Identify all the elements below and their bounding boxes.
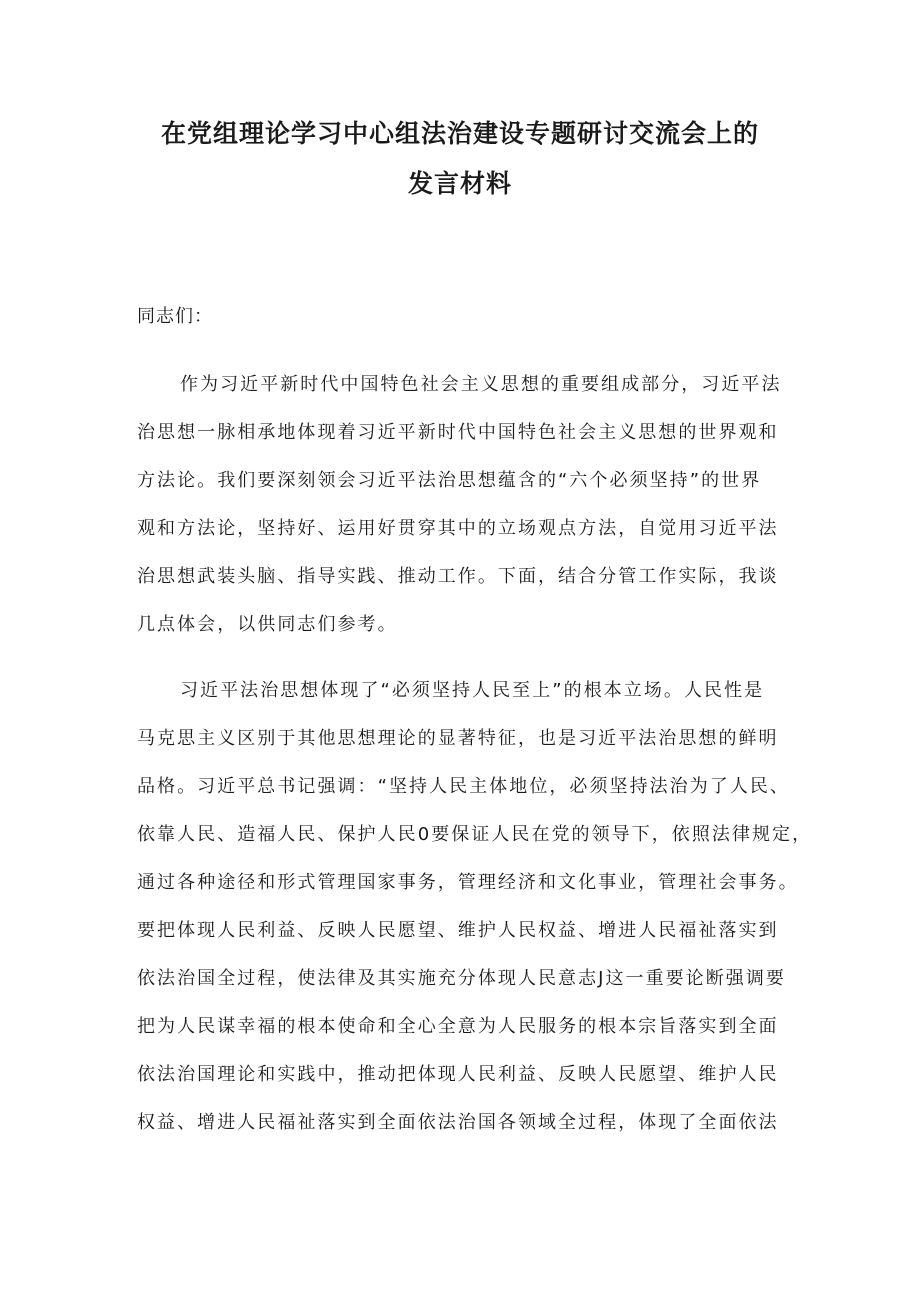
paragraph-line: 习近平法治思想体现了“必须坚持人民至上”的根本立场。人民性是 — [180, 680, 765, 701]
document-title-line-1: 在党组理论学习中心组法治建设专题研讨交流会上的 — [160, 119, 759, 148]
paragraph-line: 治思想武装头脑、指导实践、推动工作。下面，结合分管工作实际，我谈 — [137, 566, 779, 587]
paragraph-line: 把为人民谋幸福的根本使命和全心全意为人民服务的根本宗旨落实到全面 — [137, 1016, 779, 1037]
paragraph-line: 要把体现人民利益、反映人民愿望、维护人民权益、增进人民福祉落实到 — [137, 920, 779, 941]
paragraph-line: 方法论。我们要深刻领会习近平法治思想蕴含的“六个必须坚持”的世界 — [137, 470, 762, 491]
paragraph-line: 通过各种途径和形式管理国家事务，管理经济和文化事业，管理社会事务。 — [137, 872, 799, 893]
paragraph-line: 几点体会，以供同志们参考。 — [137, 614, 398, 635]
paragraph-line: 依法治国理论和实践中，推动把体现人民利益、反映人民愿望、维护人民 — [137, 1064, 779, 1085]
salutation: 同志们： — [137, 306, 213, 327]
paragraph-line: 作为习近平新时代中国特色社会主义思想的重要组成部分，习近平法 — [180, 374, 782, 395]
document-title-line-2: 发言材料 — [407, 169, 512, 198]
paragraph-line: 权益、增进人民福祉落实到全面依法治国各领域全过程，体现了全面依法 — [137, 1112, 779, 1133]
paragraph-line: 观和方法论，坚持好、运用好贯穿其中的立场观点方法，自觉用习近平法 — [137, 518, 779, 539]
paragraph-line: 马克思主义区别于其他思想理论的显著特征，也是习近平法治思想的鲜明 — [137, 728, 779, 749]
paragraph-line: 品格。习近平总书记强调：“坚持人民主体地位，必须坚持法治为了人民、 — [137, 776, 790, 797]
paragraph-line: 依法治国全过程，使法律及其实施充分体现人民意志J这一重要论断强调要 — [137, 968, 786, 989]
paragraph-line: 治思想一脉相承地体现着习近平新时代中国特色社会主义思想的世界观和 — [137, 422, 779, 443]
paragraph-line: 依靠人民、造福人民、保护人民0要保证人民在党的领导下，依照法律规定， — [137, 824, 813, 845]
